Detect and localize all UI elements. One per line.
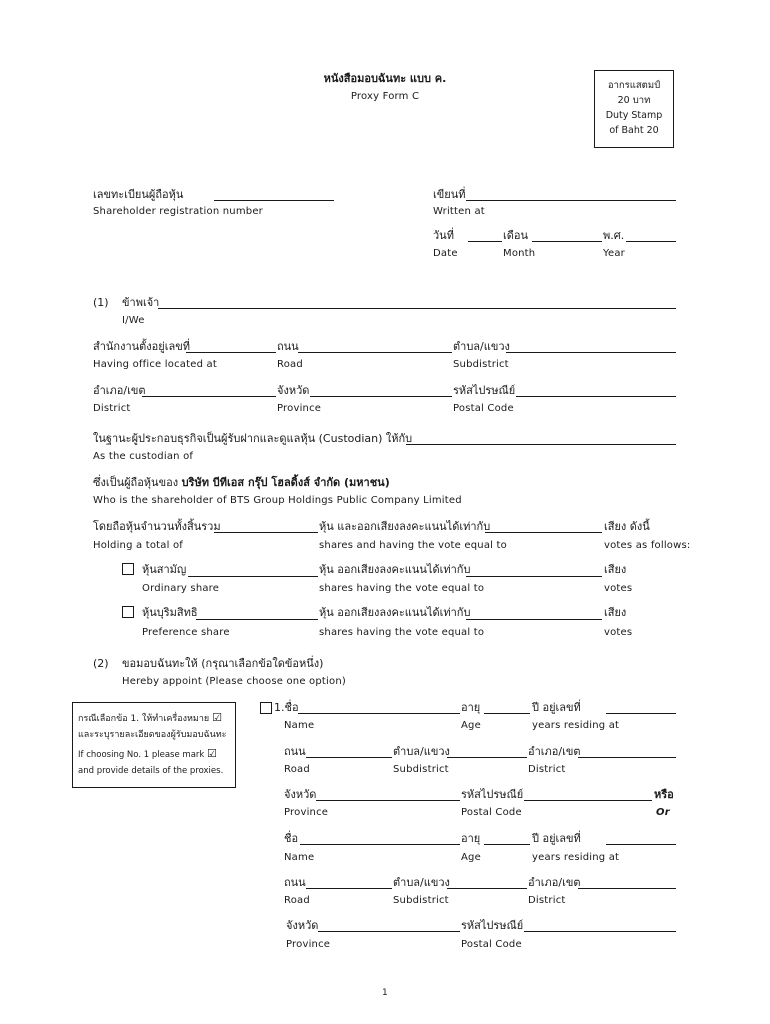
- proxy2-name-th: ชื่อ: [284, 832, 299, 845]
- proxy2-prov-field[interactable]: [318, 931, 460, 932]
- holder-en: [93, 494, 462, 507]
- date-year-field[interactable]: [626, 241, 676, 242]
- proxy1-dist-th: อำเภอ/เขต: [528, 745, 581, 758]
- office-road-field[interactable]: [298, 352, 452, 353]
- stamp-line-2: 20 บาท: [617, 95, 651, 106]
- holder-th-company: บริษัท บีทีเอส กรุ๊ป โฮลดิ้งส์ จำกัด (มหาชน): [181, 476, 390, 489]
- form-title-en: Proxy Form C: [350, 91, 420, 102]
- reg-field[interactable]: [214, 200, 334, 201]
- office-no-field[interactable]: [186, 352, 276, 353]
- holder-th: [93, 476, 390, 489]
- proxy2-dist-th: อำเภอ/เขต: [528, 876, 581, 889]
- proxy1-prov-en: Province: [284, 807, 329, 818]
- preference-share-th: หุ้นบุริมสิทธิ: [142, 606, 198, 619]
- date-month-th: เดือน: [503, 229, 529, 242]
- shareholder-name-en: I/We: [122, 315, 145, 326]
- section-2-number: (2): [93, 657, 109, 670]
- office-sub-th: ตำบล/แขวง: [453, 340, 510, 353]
- proxy1-name-field[interactable]: [298, 713, 460, 714]
- appoint-en: Hereby appoint (Please choose one option): [122, 676, 346, 687]
- proxy1-years-th: ปี อยู่เลขที่: [532, 701, 581, 714]
- ordinary-end-th: เสียง: [604, 563, 627, 576]
- proxy1-road-en: Road: [284, 764, 310, 775]
- proxy2-sub-en: Subdistrict: [393, 895, 449, 906]
- shares-total-field[interactable]: [214, 532, 318, 533]
- ordinary-mid-en: shares having the vote equal to: [319, 583, 485, 594]
- office-dist-th: อำเภอ/เขต: [93, 384, 146, 397]
- written-label-en: Written at: [433, 206, 485, 217]
- proxy2-prov-th: จังหวัด: [286, 919, 319, 932]
- date-day-en: Date: [433, 248, 458, 259]
- date-day-field[interactable]: [468, 241, 502, 242]
- proxy2-age-th: อายุ: [461, 832, 481, 845]
- shares-total-votes-field[interactable]: [485, 532, 602, 533]
- written-field[interactable]: [466, 200, 676, 201]
- note-line-2: และระบุรายละเอียดของผู้รับมอบฉันทะ: [78, 730, 227, 740]
- proxy2-years-en: years residing at: [532, 852, 620, 863]
- note-line-3: [78, 747, 217, 762]
- checkmark-icon: ☑: [212, 711, 222, 724]
- proxy2-road-th: ถนน: [284, 876, 306, 889]
- ordinary-share-en: Ordinary share: [142, 583, 220, 594]
- proxy1-years-en: years residing at: [532, 720, 620, 731]
- stamp-line-1: อากรแสตมป์: [607, 80, 661, 91]
- proxy1-sub-th: ตำบล/แขวง: [393, 745, 450, 758]
- shares-total-th: โดยถือหุ้นจำนวนทั้งสิ้นรวม: [93, 520, 221, 533]
- proxy2-years-th: ปี อยู่เลขที่: [532, 832, 581, 845]
- proxy1-road-th: ถนน: [284, 745, 306, 758]
- proxy2-age-field[interactable]: [484, 844, 530, 845]
- reg-label-th: เลขทะเบียนผู้ถือหุ้น: [93, 188, 184, 201]
- ordinary-share-field[interactable]: [188, 576, 318, 577]
- proxy2-post-field[interactable]: [524, 931, 676, 932]
- preference-end-en: votes: [604, 627, 633, 638]
- shareholder-name-field[interactable]: [158, 308, 676, 309]
- office-post-th: รหัสไปรษณีย์: [453, 384, 516, 397]
- office-no-th: สำนักงานตั้งอยู่เลขที่: [93, 340, 190, 353]
- proxy1-age-field[interactable]: [484, 713, 530, 714]
- note-line-1: [78, 711, 222, 726]
- written-label-th: เขียนที่: [433, 188, 466, 201]
- checkmark-icon: ☑: [207, 747, 217, 760]
- date-day-th: วันที่: [433, 229, 454, 242]
- office-post-en: Postal Code: [453, 403, 514, 414]
- proxy1-sub-en: Subdistrict: [393, 764, 449, 775]
- form-title-th: หนังสือมอบฉันทะ แบบ ค.: [323, 72, 447, 85]
- holder-en-prefix: Who is the shareholder of: [93, 495, 231, 506]
- shares-total-mid-th: หุ้น และออกเสียงลงคะแนนได้เท่ากับ: [319, 520, 491, 533]
- proxy1-age-th: อายุ: [461, 701, 481, 714]
- date-month-field[interactable]: [532, 241, 602, 242]
- custodian-field[interactable]: [406, 444, 676, 445]
- proxy1-or-en: Or: [656, 807, 670, 818]
- custodian-en: As the custodian of: [93, 451, 194, 462]
- preference-mid-th: หุ้น ออกเสียงลงคะแนนได้เท่ากับ: [319, 606, 471, 619]
- proxy2-name-field[interactable]: [300, 844, 460, 845]
- duty-stamp-box: [594, 70, 674, 148]
- office-prov-en: Province: [277, 403, 322, 414]
- ordinary-share-checkbox[interactable]: [122, 563, 134, 575]
- proxy2-address-field[interactable]: [606, 844, 676, 845]
- note-line-4: and provide details of the proxies.: [78, 766, 224, 776]
- proxy1-road-field[interactable]: [306, 757, 392, 758]
- date-year-th: พ.ศ.: [603, 229, 625, 242]
- holder-th-prefix: ซึ่งเป็นผู้ถือหุ้นของ: [93, 476, 182, 489]
- proxy1-address-field[interactable]: [606, 713, 676, 714]
- date-year-en: Year: [603, 248, 625, 259]
- proxy1-name-en: Name: [284, 720, 315, 731]
- office-prov-th: จังหวัด: [277, 384, 310, 397]
- office-prov-field[interactable]: [310, 396, 452, 397]
- proxy1-post-en: Postal Code: [461, 807, 522, 818]
- ordinary-votes-field[interactable]: [466, 576, 602, 577]
- office-road-en: Road: [277, 359, 303, 370]
- office-no-en: Having office located at: [93, 359, 217, 370]
- proxy1-age-en: Age: [461, 720, 481, 731]
- shares-total-en: Holding a total of: [93, 540, 183, 551]
- office-sub-en: Subdistrict: [453, 359, 509, 370]
- proxy1-name-th: 1.ชื่อ: [274, 701, 299, 714]
- office-road-th: ถนน: [277, 340, 299, 353]
- proxy1-dist-field[interactable]: [578, 757, 676, 758]
- date-month-en: Month: [503, 248, 536, 259]
- proxy2-sub-field[interactable]: [447, 888, 527, 889]
- note-line-3-text: If choosing No. 1 please mark: [78, 750, 205, 760]
- proxy2-prov-en: Province: [286, 939, 331, 950]
- preference-mid-en: shares having the vote equal to: [319, 627, 485, 638]
- shareholder-name-th: ข้าพเจ้า: [122, 296, 160, 309]
- shares-total-end-en: votes as follows:: [604, 540, 691, 551]
- holder-en-company: BTS Group Holdings Public Company Limited: [230, 495, 462, 506]
- office-dist-en: District: [93, 403, 131, 414]
- instruction-note-box: [72, 702, 236, 788]
- proxy1-sub-field[interactable]: [447, 757, 527, 758]
- proxy1-post-th: รหัสไปรษณีย์: [461, 788, 524, 801]
- preference-share-field[interactable]: [196, 619, 318, 620]
- office-dist-field[interactable]: [142, 396, 276, 397]
- proxy2-road-field[interactable]: [306, 888, 392, 889]
- preference-share-en: Preference share: [142, 627, 230, 638]
- section-1-number: (1): [93, 296, 109, 309]
- proxy1-dist-en: District: [528, 764, 566, 775]
- proxy2-dist-field[interactable]: [578, 888, 676, 889]
- proxy2-dist-en: District: [528, 895, 566, 906]
- proxy-option-1-checkbox[interactable]: [260, 702, 272, 714]
- shares-total-mid-en: shares and having the vote equal to: [319, 540, 507, 551]
- stamp-line-3: Duty Stamp: [605, 110, 663, 121]
- proxy2-name-en: Name: [284, 852, 315, 863]
- ordinary-mid-th: หุ้น ออกเสียงลงคะแนนได้เท่ากับ: [319, 563, 471, 576]
- stamp-line-4: of Baht 20: [609, 125, 659, 136]
- custodian-th: ในฐานะผู้ประกอบธุรกิจเป็นผู้รับฝากและดูแลหุ้น (Custodian) ให้กับ: [93, 432, 413, 445]
- page-number: 1: [382, 988, 388, 998]
- proxy1-or-th: หรือ: [654, 788, 674, 801]
- proxy1-prov-th: จังหวัด: [284, 788, 317, 801]
- proxy2-sub-th: ตำบล/แขวง: [393, 876, 450, 889]
- shares-total-end-th: เสียง ดังนี้: [604, 520, 650, 533]
- office-sub-field[interactable]: [506, 352, 676, 353]
- proxy2-post-th: รหัสไปรษณีย์: [461, 919, 524, 932]
- proxy1-prov-field[interactable]: [316, 800, 460, 801]
- preference-end-th: เสียง: [604, 606, 627, 619]
- proxy1-post-field[interactable]: [524, 800, 652, 801]
- appoint-th: ขอมอบฉันทะให้ (กรุณาเลือกข้อใดข้อหนึ่ง): [122, 657, 324, 670]
- preference-votes-field[interactable]: [466, 619, 602, 620]
- proxy2-post-en: Postal Code: [461, 939, 522, 950]
- ordinary-end-en: votes: [604, 583, 633, 594]
- office-post-field[interactable]: [516, 396, 676, 397]
- ordinary-share-th: หุ้นสามัญ: [142, 563, 187, 576]
- reg-label-en: Shareholder registration number: [93, 206, 263, 217]
- preference-share-checkbox[interactable]: [122, 606, 134, 618]
- proxy2-road-en: Road: [284, 895, 310, 906]
- proxy2-age-en: Age: [461, 852, 481, 863]
- note-line-1-text: กรณีเลือกข้อ 1. ให้ทำเครื่องหมาย: [78, 714, 210, 724]
